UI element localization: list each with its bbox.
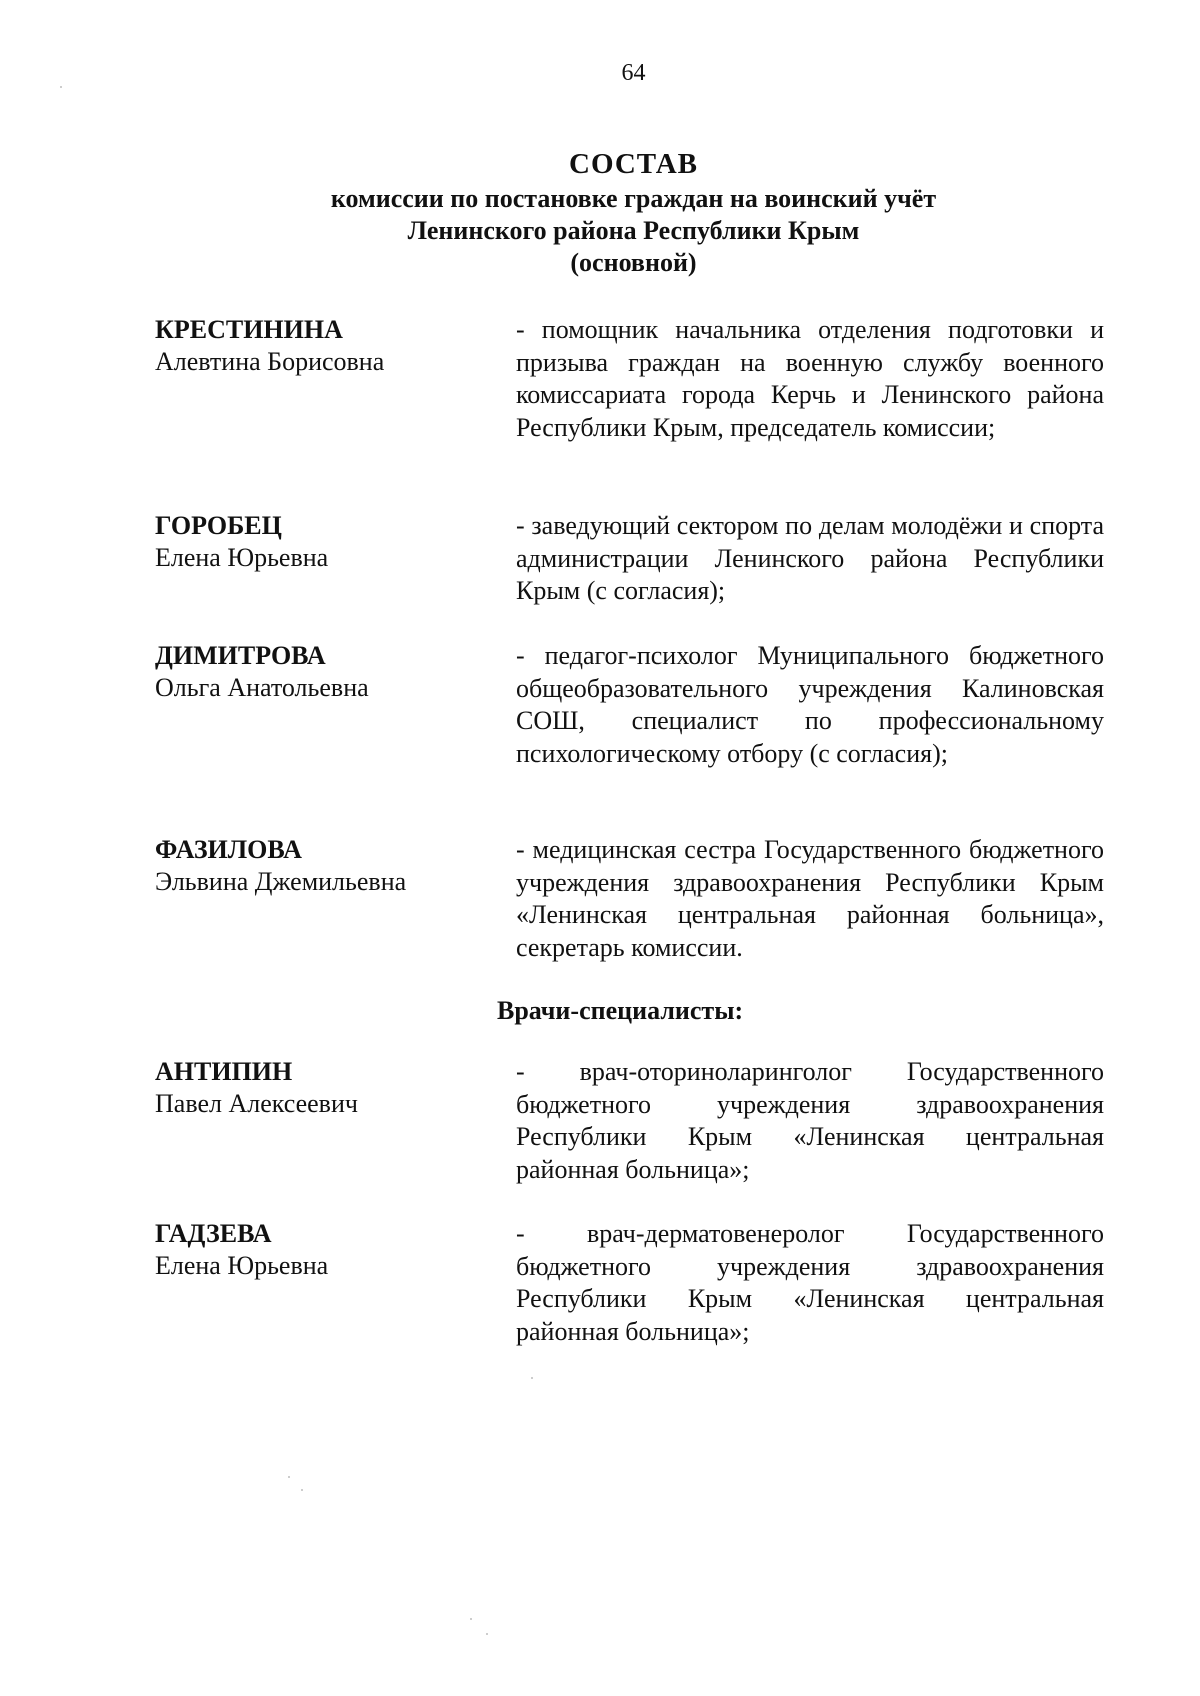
member-given-names: Алевтина Борисовна (155, 347, 385, 376)
member-name (155, 834, 495, 898)
specialist-name (155, 1218, 495, 1282)
member-role: - медицинская сестра Государственного бюджетного учреждения здравоохранения Республики Крым «Ленинская центральная районная больница», секретарь комиссии. (516, 835, 1104, 962)
scan-speck (470, 1618, 472, 1620)
specialist-surname: АНТИПИН (155, 1057, 293, 1086)
member-role: - помощник начальника отделения подготовки и призыва граждан на военную службу военного комиссариата города Керчь и Ленинского района Республики Крым, председатель комиссии; (516, 315, 1104, 442)
member-given-names: Елена Юрьевна (155, 543, 329, 572)
member-role: - заведующий сектором по делам молодёжи и спорта администрации Ленинского района Республики Крым (с согласия); (516, 511, 1104, 605)
member-role: - педагог-психолог Муниципального бюджетного общеобразовательного учреждения Калиновская СОШ, специалист по профессиональному психологическому отбору (с согласия); (516, 641, 1104, 768)
document-title: СОСТАВ (569, 148, 698, 180)
document-subtitle-line-1: комиссии по постановке граждан на воинский учёт (330, 184, 937, 213)
scan-speck (301, 1489, 303, 1491)
member-surname: ФАЗИЛОВА (155, 835, 302, 864)
specialist-given-names: Елена Юрьевна (155, 1251, 329, 1280)
specialist-role: - врач-дерматовенеролог Государственного бюджетного учреждения здравоохранения Республики Крым «Ленинская центральная районная больница»; (516, 1219, 1104, 1346)
specialist-given-names: Павел Алексеевич (155, 1089, 358, 1118)
member-name (155, 640, 495, 704)
member-given-names: Эльвина Джемильевна (155, 867, 407, 896)
member-name (155, 314, 495, 378)
document-subtitle-line-3: (основной) (570, 248, 697, 277)
scan-speck (60, 86, 62, 88)
scan-speck (486, 1633, 488, 1635)
scan-speck (531, 1377, 533, 1379)
scan-speck (288, 1476, 290, 1478)
specialist-name (155, 1056, 495, 1120)
specialists-heading: Врачи-специалисты: (497, 996, 744, 1025)
specialist-surname: ГАДЗЕВА (155, 1219, 272, 1248)
member-surname: КРЕСТИНИНА (155, 315, 343, 344)
member-surname: ДИМИТРОВА (155, 641, 326, 670)
specialist-role: - врач-оториноларинголог Государственного бюджетного учреждения здравоохранения Республики Крым «Ленинская центральная районная больница»; (516, 1057, 1104, 1184)
page-number: 64 (621, 60, 646, 86)
document-subtitle-line-2: Ленинского района Республики Крым (407, 216, 860, 245)
member-given-names: Ольга Анатольевна (155, 673, 369, 702)
member-name (155, 510, 495, 574)
member-surname: ГОРОБЕЦ (155, 511, 282, 540)
